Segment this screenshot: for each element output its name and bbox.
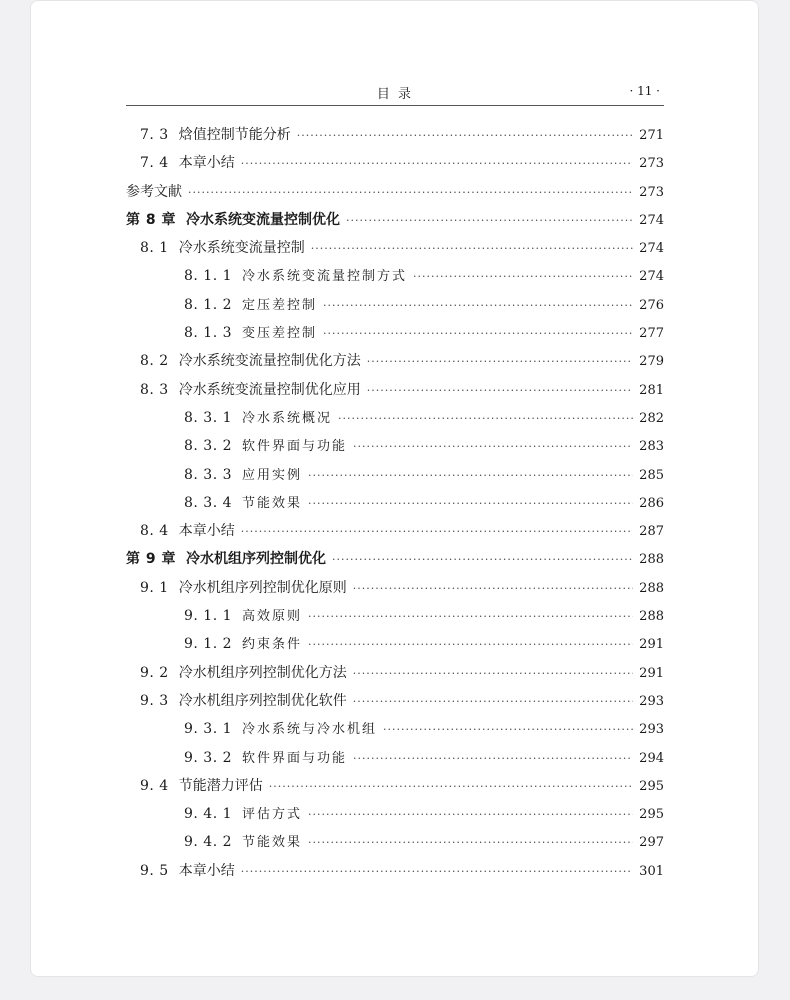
toc-entry-page: 273 xyxy=(639,156,664,172)
toc-entry-page: 277 xyxy=(639,326,664,342)
toc-entry-page: 283 xyxy=(639,439,664,455)
toc-entry[interactable] xyxy=(126,492,664,520)
toc-entry-number: 9. 3. 2 xyxy=(184,749,233,766)
toc-entry-page: 285 xyxy=(639,467,664,483)
toc-entry-page: 274 xyxy=(639,269,664,285)
toc-entry-page: 293 xyxy=(639,722,664,738)
toc-entry-number: 9. 1 xyxy=(140,579,169,596)
toc-entry-title: 冷水机组序列控制优化原则 xyxy=(178,579,347,596)
header-page-number: · 11 · xyxy=(629,84,660,98)
toc-entry-number: 7. 4 xyxy=(140,155,169,172)
toc-entry-number: 9. 3. 1 xyxy=(184,721,233,738)
dot-leader xyxy=(308,497,633,510)
toc-entry-page: 294 xyxy=(639,750,664,766)
dot-leader xyxy=(353,752,633,765)
toc-entry-number: 8. 1. 2 xyxy=(184,296,233,313)
toc-entry-title: 焓值控制节能分析 xyxy=(178,127,291,143)
dot-leader xyxy=(383,723,633,736)
dot-leader xyxy=(311,242,633,255)
toc-entry-page: 288 xyxy=(639,580,664,596)
dot-leader xyxy=(297,129,633,142)
toc-entry[interactable] xyxy=(126,860,664,888)
toc-entry-page: 293 xyxy=(639,693,664,709)
toc-entry-title: 高效原则 xyxy=(242,609,303,625)
toc-entry-number: 8. 4 xyxy=(140,523,169,540)
toc-entry-title: 节能效果 xyxy=(242,495,303,511)
toc-entry-title: 冷水系统与冷水机组 xyxy=(242,722,378,738)
toc-entry-page: 273 xyxy=(639,184,664,200)
toc-entry[interactable] xyxy=(126,350,664,378)
toc-entry-title: 冷水系统变流量控制优化应用 xyxy=(178,381,361,398)
dot-leader xyxy=(308,638,633,651)
toc-entry-title: 节能效果 xyxy=(242,835,303,851)
toc-entry-title: 约束条件 xyxy=(242,637,303,653)
toc-entry-number: 9. 4. 1 xyxy=(184,806,233,823)
table-of-contents xyxy=(126,124,664,888)
toc-entry[interactable] xyxy=(126,379,664,407)
toc-entry-number: 9. 5 xyxy=(140,862,169,879)
toc-entry[interactable] xyxy=(126,633,664,661)
toc-entry[interactable] xyxy=(126,662,664,690)
dot-leader xyxy=(353,582,633,595)
toc-entry-number: 8. 1. 3 xyxy=(184,325,233,342)
toc-entry-page: 286 xyxy=(639,495,664,511)
toc-entry-page: 282 xyxy=(639,410,664,426)
dot-leader xyxy=(188,186,633,199)
dot-leader xyxy=(241,865,633,878)
running-header xyxy=(126,81,664,106)
toc-entry[interactable] xyxy=(126,152,664,180)
toc-entry-number: 8. 3. 1 xyxy=(184,409,233,426)
toc-entry-page: 291 xyxy=(639,665,664,681)
toc-entry-page: 295 xyxy=(639,807,664,823)
toc-entry-title: 参考文献 xyxy=(126,183,182,200)
toc-entry-number: 8. 3 xyxy=(140,381,169,398)
toc-entry-number: 7. 3 xyxy=(140,127,169,143)
toc-entry-page: 274 xyxy=(639,212,664,228)
toc-entry[interactable] xyxy=(126,407,664,435)
dot-leader xyxy=(308,469,633,482)
dot-leader xyxy=(353,695,633,708)
dot-leader xyxy=(308,808,633,821)
toc-entry-number: 8. 1 xyxy=(140,240,169,257)
toc-entry[interactable] xyxy=(126,181,664,209)
toc-entry-page: 291 xyxy=(639,637,664,653)
dot-leader xyxy=(353,440,633,453)
toc-entry-page: 271 xyxy=(639,128,664,143)
toc-entry-title: 应用实例 xyxy=(242,467,303,483)
toc-entry-title: 冷水机组序列控制优化方法 xyxy=(178,664,347,681)
dot-leader xyxy=(353,667,633,680)
toc-entry-title: 冷水系统概况 xyxy=(242,410,333,426)
toc-entry-title: 冷水机组序列控制优化软件 xyxy=(178,692,347,709)
dot-leader xyxy=(323,299,633,312)
toc-entry[interactable] xyxy=(126,209,664,237)
toc-entry-number: 8. 3. 2 xyxy=(184,438,233,455)
dot-leader xyxy=(367,355,633,368)
dot-leader xyxy=(241,525,633,538)
toc-entry-number: 9. 3 xyxy=(140,692,169,709)
toc-entry-number: 8. 3. 4 xyxy=(184,494,233,511)
toc-entry-number: 9. 1. 2 xyxy=(184,636,233,653)
dot-leader xyxy=(323,327,633,340)
toc-entry-title: 软件界面与功能 xyxy=(242,439,348,455)
toc-entry-title: 冷水系统变流量控制优化方法 xyxy=(178,353,361,370)
toc-entry[interactable] xyxy=(126,803,664,831)
toc-entry[interactable] xyxy=(126,435,664,463)
dot-leader xyxy=(308,836,633,849)
dot-leader xyxy=(241,157,633,170)
toc-entry[interactable] xyxy=(126,124,664,152)
toc-entry-title: 冷水系统变流量控制 xyxy=(178,240,305,257)
toc-entry-page: 301 xyxy=(639,863,664,879)
toc-entry[interactable] xyxy=(126,831,664,859)
toc-entry-title: 冷水系统变流量控制方式 xyxy=(242,269,408,285)
toc-entry-title: 冷水系统变流量控制优化 xyxy=(186,211,340,228)
toc-entry-number: 8. 1. 1 xyxy=(184,268,233,285)
toc-entry-page: 295 xyxy=(639,778,664,794)
header-title: 目 录 xyxy=(376,87,414,102)
toc-entry-number: 9. 4. 2 xyxy=(184,834,233,851)
toc-entry-title: 本章小结 xyxy=(178,523,235,540)
toc-entry-page: 276 xyxy=(639,297,664,313)
toc-entry-title: 定压差控制 xyxy=(242,297,318,313)
dot-leader xyxy=(308,610,633,623)
toc-entry[interactable] xyxy=(126,464,664,492)
toc-entry-title: 软件界面与功能 xyxy=(242,750,348,766)
toc-entry-number: 9. 4 xyxy=(140,777,169,794)
dot-leader xyxy=(346,214,633,227)
toc-entry-title: 冷水机组序列控制优化 xyxy=(186,551,326,568)
dot-leader xyxy=(413,270,633,283)
toc-entry[interactable] xyxy=(126,294,664,322)
toc-entry-title: 节能潜力评估 xyxy=(178,777,263,794)
dot-leader xyxy=(332,553,633,566)
document-page xyxy=(30,0,759,977)
toc-entry[interactable] xyxy=(126,605,664,633)
toc-entry-title: 评估方式 xyxy=(242,807,303,823)
toc-entry-page: 288 xyxy=(639,609,664,625)
dot-leader xyxy=(338,412,633,425)
toc-entry-number: 9. 1. 1 xyxy=(184,608,233,625)
toc-entry[interactable] xyxy=(126,747,664,775)
toc-entry[interactable] xyxy=(126,775,664,803)
toc-entry[interactable] xyxy=(126,548,664,576)
toc-entry-title: 本章小结 xyxy=(178,862,235,879)
dot-leader xyxy=(367,384,633,397)
toc-entry-page: 287 xyxy=(639,524,664,540)
toc-entry[interactable] xyxy=(126,265,664,293)
toc-entry-title: 本章小结 xyxy=(178,155,235,172)
toc-entry-number: 第 9 章 xyxy=(126,551,176,568)
toc-entry[interactable] xyxy=(126,520,664,548)
toc-entry-page: 297 xyxy=(639,835,664,851)
toc-entry-page: 281 xyxy=(639,382,664,398)
dot-leader xyxy=(269,780,633,793)
toc-entry-page: 279 xyxy=(639,354,664,370)
toc-entry-number: 8. 2 xyxy=(140,353,169,370)
toc-entry[interactable] xyxy=(126,577,664,605)
toc-entry[interactable] xyxy=(126,718,664,746)
toc-entry-number: 8. 3. 3 xyxy=(184,466,233,483)
toc-entry-number: 第 8 章 xyxy=(126,211,176,228)
toc-entry-number: 9. 2 xyxy=(140,664,169,681)
toc-entry[interactable] xyxy=(126,237,664,265)
toc-entry[interactable] xyxy=(126,322,664,350)
toc-entry-page: 288 xyxy=(639,552,664,568)
toc-entry-page: 274 xyxy=(639,241,664,257)
toc-entry[interactable] xyxy=(126,690,664,718)
toc-entry-title: 变压差控制 xyxy=(242,326,318,342)
